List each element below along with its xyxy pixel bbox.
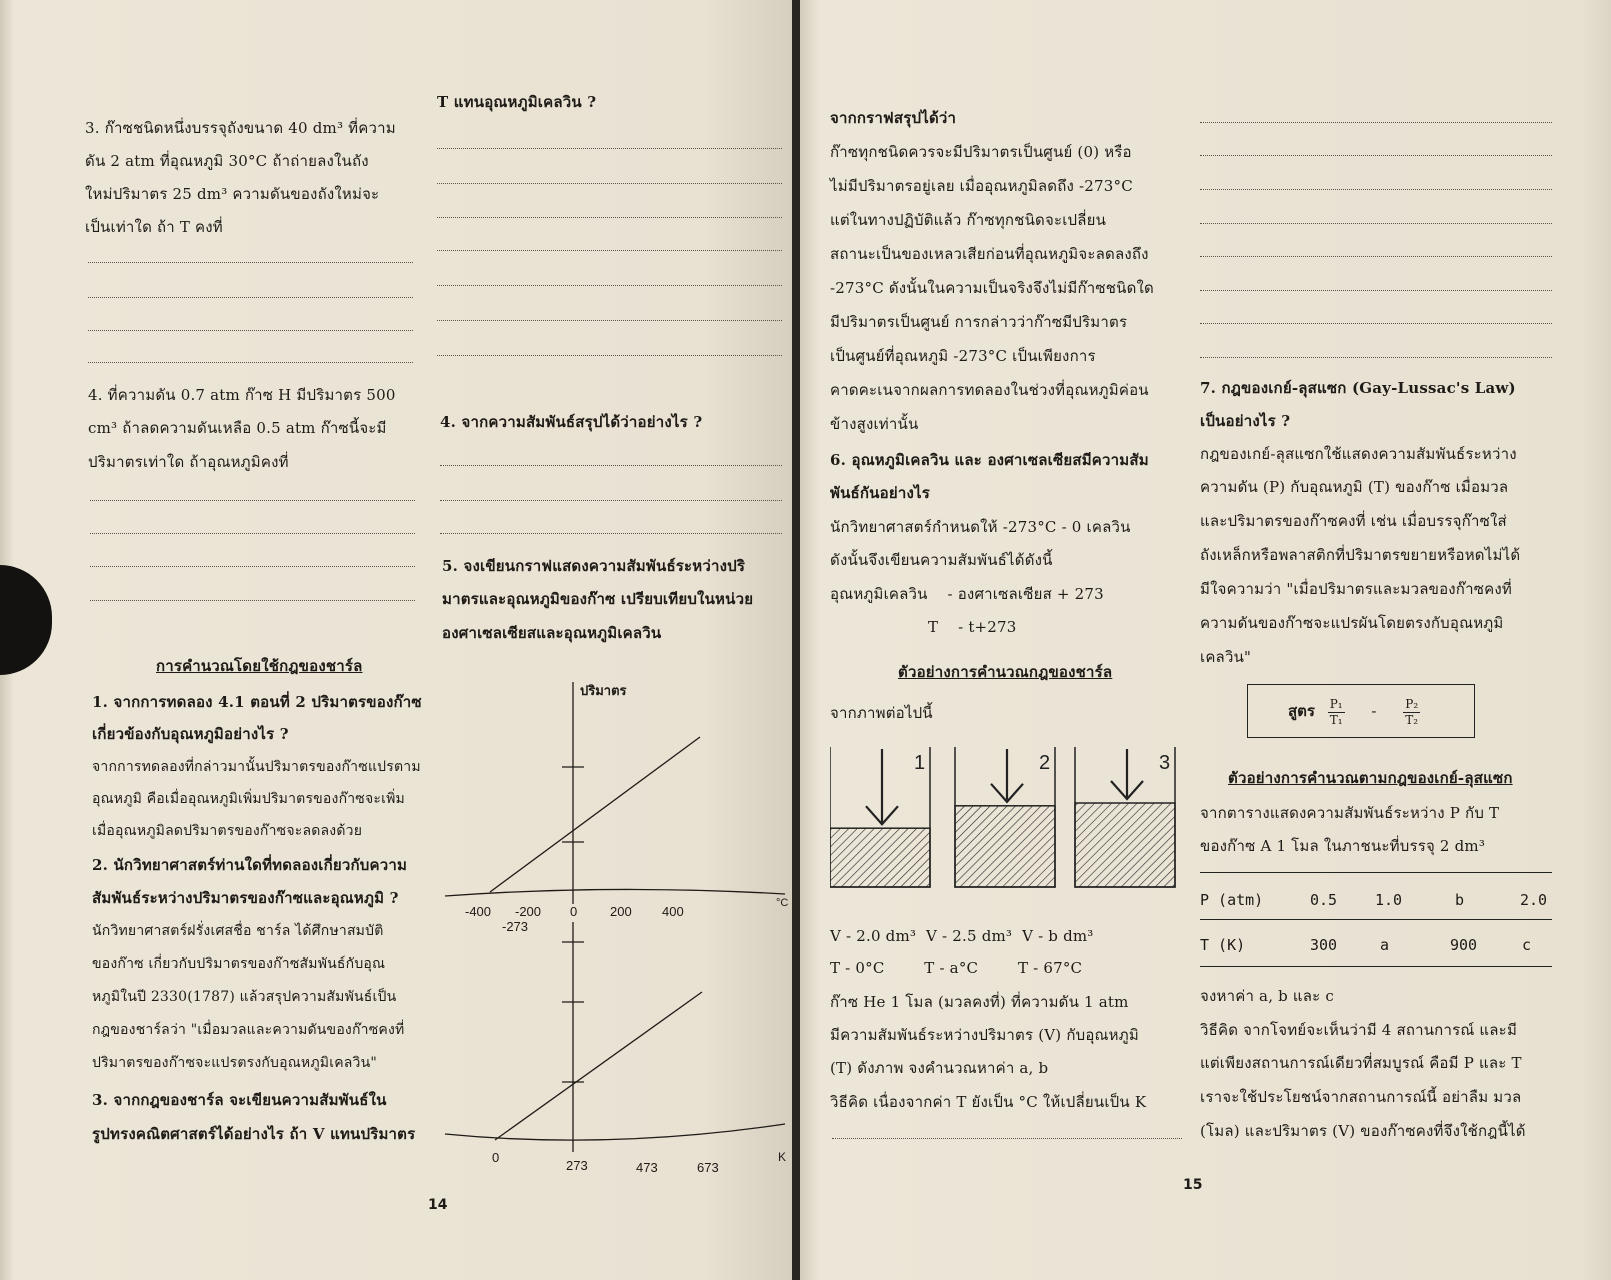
q7-answer: ความดันของก๊าซจะแปรผันโดยตรงกับอุณหภูมิ (1200, 614, 1504, 632)
volume-temperature-graphs (440, 672, 790, 1172)
gl-intro: จากตารางแสดงความสัมพันธ์ระหว่าง P กับ T (1200, 804, 1500, 822)
left-page (0, 0, 792, 1280)
c3-question: รูปทรงคณิตศาสตร์ได้อย่างไร ถ้า V แทนปริมาตร (92, 1125, 416, 1143)
kelvin-unit: K (778, 1150, 787, 1164)
q7-answer: และปริมาตรของก๊าซคงที่ เช่น เมื่อบรรจุก๊าซใส่ (1200, 512, 1507, 530)
cylinder-label: 3 (1159, 752, 1171, 774)
q7-answer: มีใจความว่า "เมื่อปริมาตรและมวลของก๊าซคงที่ (1200, 580, 1512, 598)
table-rule (1200, 919, 1552, 920)
c1-answer: จากการทดลองที่กล่าวมานั้นปริมาตรของก๊าซแปรตาม (92, 759, 421, 775)
method-line: วิธีคิด เนื่องจากค่า T ยังเป็น °C ให้เปลี่ยนเป็น K (830, 1093, 1147, 1111)
answer-line (1200, 290, 1552, 291)
q5-line: มาตรและอุณหภูมิของก๊าซ เปรียบเทียบในหน่วย (442, 590, 754, 608)
page-number: 14 (428, 1197, 448, 1213)
answer-line (1200, 155, 1552, 156)
c1-answer: เมื่ออุณหภูมิลดปริมาตรของก๊าซจะลดลงด้วย (92, 823, 363, 839)
q6-question: พันธ์กันอย่างไร (830, 484, 930, 502)
answer-line (1200, 122, 1552, 123)
gas-volume (830, 828, 930, 887)
q3-line: 3. ก๊าซชนิดหนึ่งบรรจุถังขนาด 40 dm³ ที่ความ (85, 119, 396, 137)
gl-method: เราจะใช้ประโยชน์จากสถานการณ์นี้ อย่าลืม มวล (1200, 1088, 1522, 1106)
c2-answer: นักวิทยาศาสตร์ฝรั่งเศสชื่อ ชาร์ล ได้ศึกษาสมบัติ (92, 923, 384, 939)
answer-line (440, 533, 782, 534)
problem-line: (T) ดังภาพ จงคำนวณหาค่า a, b (830, 1059, 1049, 1077)
cylinder-label: 2 (1039, 752, 1051, 774)
conclusion-line: คาดคะเนจากผลการทดลองในช่วงที่อุณหภูมิค่อน (830, 381, 1149, 399)
answer-line (90, 566, 415, 567)
kelvin-tick: 473 (636, 1160, 658, 1175)
q4-line: cm³ ถ้าลดความดันเหลือ 0.5 atm ก๊าซนี้จะมี (88, 419, 387, 437)
c1-question: 1. จากการทดลอง 4.1 ตอนที่ 2 ปริมาตรของก๊าซ (92, 693, 422, 711)
formula-box (1247, 684, 1475, 738)
answer-line (1200, 256, 1552, 257)
answer-line (1200, 189, 1552, 190)
answer-line (437, 148, 782, 149)
table-cell: 2.0 (1520, 891, 1548, 909)
table-rule (1200, 872, 1552, 873)
answer-line (440, 465, 782, 466)
table-cell: 300 (1310, 936, 1338, 954)
answer-line (437, 250, 782, 251)
piston-cylinders-figure (830, 745, 1190, 890)
conclusion-line: มีปริมาตรเป็นศูนย์ การกล่าวว่าก๊าซมีปริมาตร (830, 313, 1128, 331)
table-cell: 1.0 (1375, 891, 1403, 909)
kelvin-tick: 273 (566, 1158, 588, 1173)
conclusion-line: สถานะเป็นของเหลวเสียก่อนที่อุณหภูมิจะลดลงถึง (830, 245, 1149, 263)
c2-question: สัมพันธ์ระหว่างปริมาตรของก๊าซและอุณหภูมิ ? (92, 889, 399, 907)
kelvin-tick: 0 (492, 1150, 500, 1165)
celsius-unit: °C (776, 897, 789, 909)
answer-line (90, 600, 415, 601)
c2-answer: ของก๊าซ เกี่ยวกับปริมาตรของก๊าซสัมพันธ์กับอุณ (92, 956, 386, 972)
cylinder-2 (955, 747, 1055, 887)
problem-line: มีความสัมพันธ์ระหว่างปริมาตร (V) กับอุณหภูมิ (830, 1026, 1139, 1044)
binder-clip (0, 565, 52, 675)
gl-method: (โมล) และปริมาตร (V) ของก๊าซคงที่จึงใช้กฎนี้ได้ (1200, 1122, 1526, 1140)
q7-answer: ความดัน (P) กับอุณหภูมิ (T) ของก๊าซ เมื่อมวล (1200, 478, 1509, 496)
q5-line: 5. จงเขียนกราฟแสดงความสัมพันธ์ระหว่างปริ (442, 557, 746, 575)
numerator: P₁ (1329, 696, 1343, 711)
equals-sign: - (1371, 702, 1377, 720)
numerator: P₂ (1405, 696, 1419, 711)
answer-line (88, 262, 413, 263)
answer-line (437, 320, 782, 321)
q7-answer: ถังเหล็กหรือพลาสติกที่ปริมาตรขยายหรือหดไม่ได้ (1200, 546, 1521, 564)
q7-answer: เคลวิน" (1200, 648, 1252, 666)
q4-line: ปริมาตรเท่าใด ถ้าอุณหภูมิคงที่ (88, 453, 289, 471)
pressure-arrow-icon (866, 749, 898, 824)
gas-volume (1075, 803, 1175, 887)
q4-line: 4. ที่ความดัน 0.7 atm ก๊าซ H มีปริมาตร 500 (88, 386, 396, 404)
answer-line (88, 297, 413, 298)
volume-values: V - 2.0 dm³ V - 2.5 dm³ V - b dm³ (830, 927, 1094, 945)
q3-line: ใหม่ปริมาตร 25 dm³ ความดันของถังใหม่จะ (85, 185, 380, 203)
conclusion-line: -273°C ดังนั้นในความเป็นจริงจึงไม่มีก๊าซชนิดใด (830, 279, 1154, 297)
conclusion-line: ไม่มีปริมาตรอยู่เลย เมื่ออุณหภูมิลดถึง -273°C (830, 177, 1133, 195)
q3-line: ดัน 2 atm ที่อุณหภูมิ 30°C ถ้าถ่ายลงในถัง (85, 152, 369, 170)
cylinder-label: 1 (914, 752, 926, 774)
answer-line (437, 183, 782, 184)
table-rule (1200, 966, 1552, 967)
conclusion-line: แต่ในทางปฏิบัติแล้ว ก๊าซทุกชนิดจะเปลี่ยน (830, 211, 1107, 229)
table-cell: c (1522, 936, 1532, 954)
celsius-volume-line (490, 737, 700, 892)
denominator: T₂ (1405, 712, 1419, 727)
q3-line: เป็นเท่าใด ถ้า T คงที่ (85, 218, 223, 236)
answer-line (437, 355, 782, 356)
gas-volume (955, 806, 1055, 887)
y-axis-label: ปริมาตร (580, 684, 627, 699)
celsius-tick: -200 (515, 904, 542, 919)
c1-question: เกี่ยวข้องกับอุณหภูมิอย่างไร ? (92, 725, 289, 743)
temperature-values: T - 0°C T - a°C T - 67°C (830, 959, 1083, 977)
answer-line (90, 533, 415, 534)
table-cell: T (K) (1200, 936, 1246, 954)
formula-label: สูตร (1288, 702, 1315, 720)
cylinder-1 (830, 747, 930, 887)
celsius-tick: -400 (465, 904, 492, 919)
problem-line: ก๊าซ He 1 โมล (มวลคงที่) ที่ความดัน 1 atm (830, 993, 1129, 1011)
denominator: T₁ (1329, 712, 1343, 727)
kelvin-tick: 673 (697, 1160, 719, 1175)
kelvin-volume-line (495, 992, 702, 1140)
c2-answer: ปริมาตรของก๊าซจะแปรตรงกับอุณหภูมิเคลวิน" (92, 1055, 378, 1071)
conclusion-line: ข้างสูงเท่านั้น (830, 415, 919, 433)
q7-question: 7. กฎของเกย์-ลุสแซก (Gay-Lussac's Law) (1200, 379, 1516, 397)
conclusion-heading: จากกราฟสรุปได้ว่า (830, 109, 957, 127)
answer-line (90, 500, 415, 501)
answer-line (1200, 323, 1552, 324)
celsius-tick: 200 (610, 904, 632, 919)
table-cell: 900 (1450, 936, 1478, 954)
example-heading: ตัวอย่างการคำนวณกฎของชาร์ล (898, 663, 1113, 681)
conclusion-line: เป็นศูนย์ที่อุณหภูมิ -273°C เป็นเพียงการ (830, 347, 1096, 365)
from-picture-text: จากภาพต่อไปนี้ (830, 704, 933, 722)
q6-question: 6. อุณหภูมิเคลวิน และ องศาเซลเซียสมีความสัม (830, 451, 1149, 469)
c1-answer: อุณหภูมิ คือเมื่ออุณหภูมิเพิ่มปริมาตรของก๊าซจะเพิ่ม (92, 791, 405, 807)
answer-line (437, 217, 782, 218)
answer-line (88, 362, 413, 363)
pressure-arrow-icon (991, 749, 1023, 802)
c2-question: 2. นักวิทยาศาสตร์ท่านใดที่ทดลองเกี่ยวกับความ (92, 856, 408, 874)
q4b-question: 4. จากความสัมพันธ์สรุปได้ว่าอย่างไร ? (440, 413, 703, 431)
celsius-tick: 400 (662, 904, 684, 919)
answer-line (437, 285, 782, 286)
answer-line (88, 330, 413, 331)
gl-intro: ของก๊าซ A 1 โมล ในภาชนะที่บรรจุ 2 dm³ (1200, 837, 1486, 855)
formula-content (1288, 693, 1420, 729)
equation-t: T - t+273 (928, 618, 1017, 636)
c2-answer: หภูมิในปี 2330(1787) แล้วสรุปความสัมพันธ์เป็น (92, 989, 397, 1005)
table-cell: P (atm) (1200, 891, 1264, 909)
answer-line (832, 1138, 1182, 1139)
q7-question: เป็นอย่างไร ? (1200, 412, 1291, 430)
section-heading: การคำนวณโดยใช้กฎของชาร์ล (156, 657, 363, 675)
answer-line (440, 500, 782, 501)
table-cell: b (1455, 891, 1465, 909)
fraction-p1-t1 (1328, 697, 1345, 728)
pressure-arrow-icon (1111, 749, 1143, 799)
right-page (800, 0, 1611, 1280)
q7-answer: กฎของเกย์-ลุสแซกใช้แสดงความสัมพันธ์ระหว่าง (1200, 445, 1517, 463)
find-values: จงหาค่า a, b และ c (1200, 987, 1334, 1005)
answer-line (1200, 223, 1552, 224)
celsius-tick: 0 (570, 904, 578, 919)
c3-question: 3. จากกฎของชาร์ล จะเขียนความสัมพันธ์ใน (92, 1091, 387, 1109)
conclusion-line: ก๊าซทุกชนิดควรจะมีปริมาตรเป็นศูนย์ (0) หรือ (830, 143, 1132, 161)
page-number: 15 (1183, 1177, 1203, 1193)
gl-method: แต่เพียงสถานการณ์เดียวที่สมบูรณ์ คือมี P และ T (1200, 1054, 1522, 1072)
table-cell: a (1380, 936, 1390, 954)
q5-line: องศาเซลเซียสและอุณหภูมิเคลวิน (442, 624, 662, 642)
c3-continued: T แทนอุณหภูมิเคลวิน ? (437, 93, 597, 111)
c2-answer: กฎของชาร์ลว่า "เมื่อมวลและความดันของก๊าซคงที่ (92, 1022, 405, 1038)
table-cell: 0.5 (1310, 891, 1338, 909)
q6-answer: ดังนั้นจึงเขียนความสัมพันธ์ได้ดังนี้ (830, 551, 1053, 569)
gl-example-heading: ตัวอย่างการคำนวณตามกฎของเกย์-ลุสแซก (1228, 769, 1513, 787)
cylinder-3 (1075, 747, 1175, 887)
kelvin-x-axis (445, 1124, 785, 1140)
celsius-x-axis (445, 889, 785, 896)
q6-answer: นักวิทยาศาสตร์กำหนดให้ -273°C - 0 เคลวิน (830, 518, 1131, 536)
answer-line (1200, 357, 1552, 358)
equation-kelvin: อุณหภูมิเคลวิน - องศาเซลเซียส + 273 (830, 585, 1104, 603)
celsius-tick: -273 (502, 919, 529, 934)
gl-method: วิธีคิด จากโจทย์จะเห็นว่ามี 4 สถานการณ์ และมี (1200, 1021, 1518, 1039)
fraction-p2-t2 (1403, 697, 1420, 728)
